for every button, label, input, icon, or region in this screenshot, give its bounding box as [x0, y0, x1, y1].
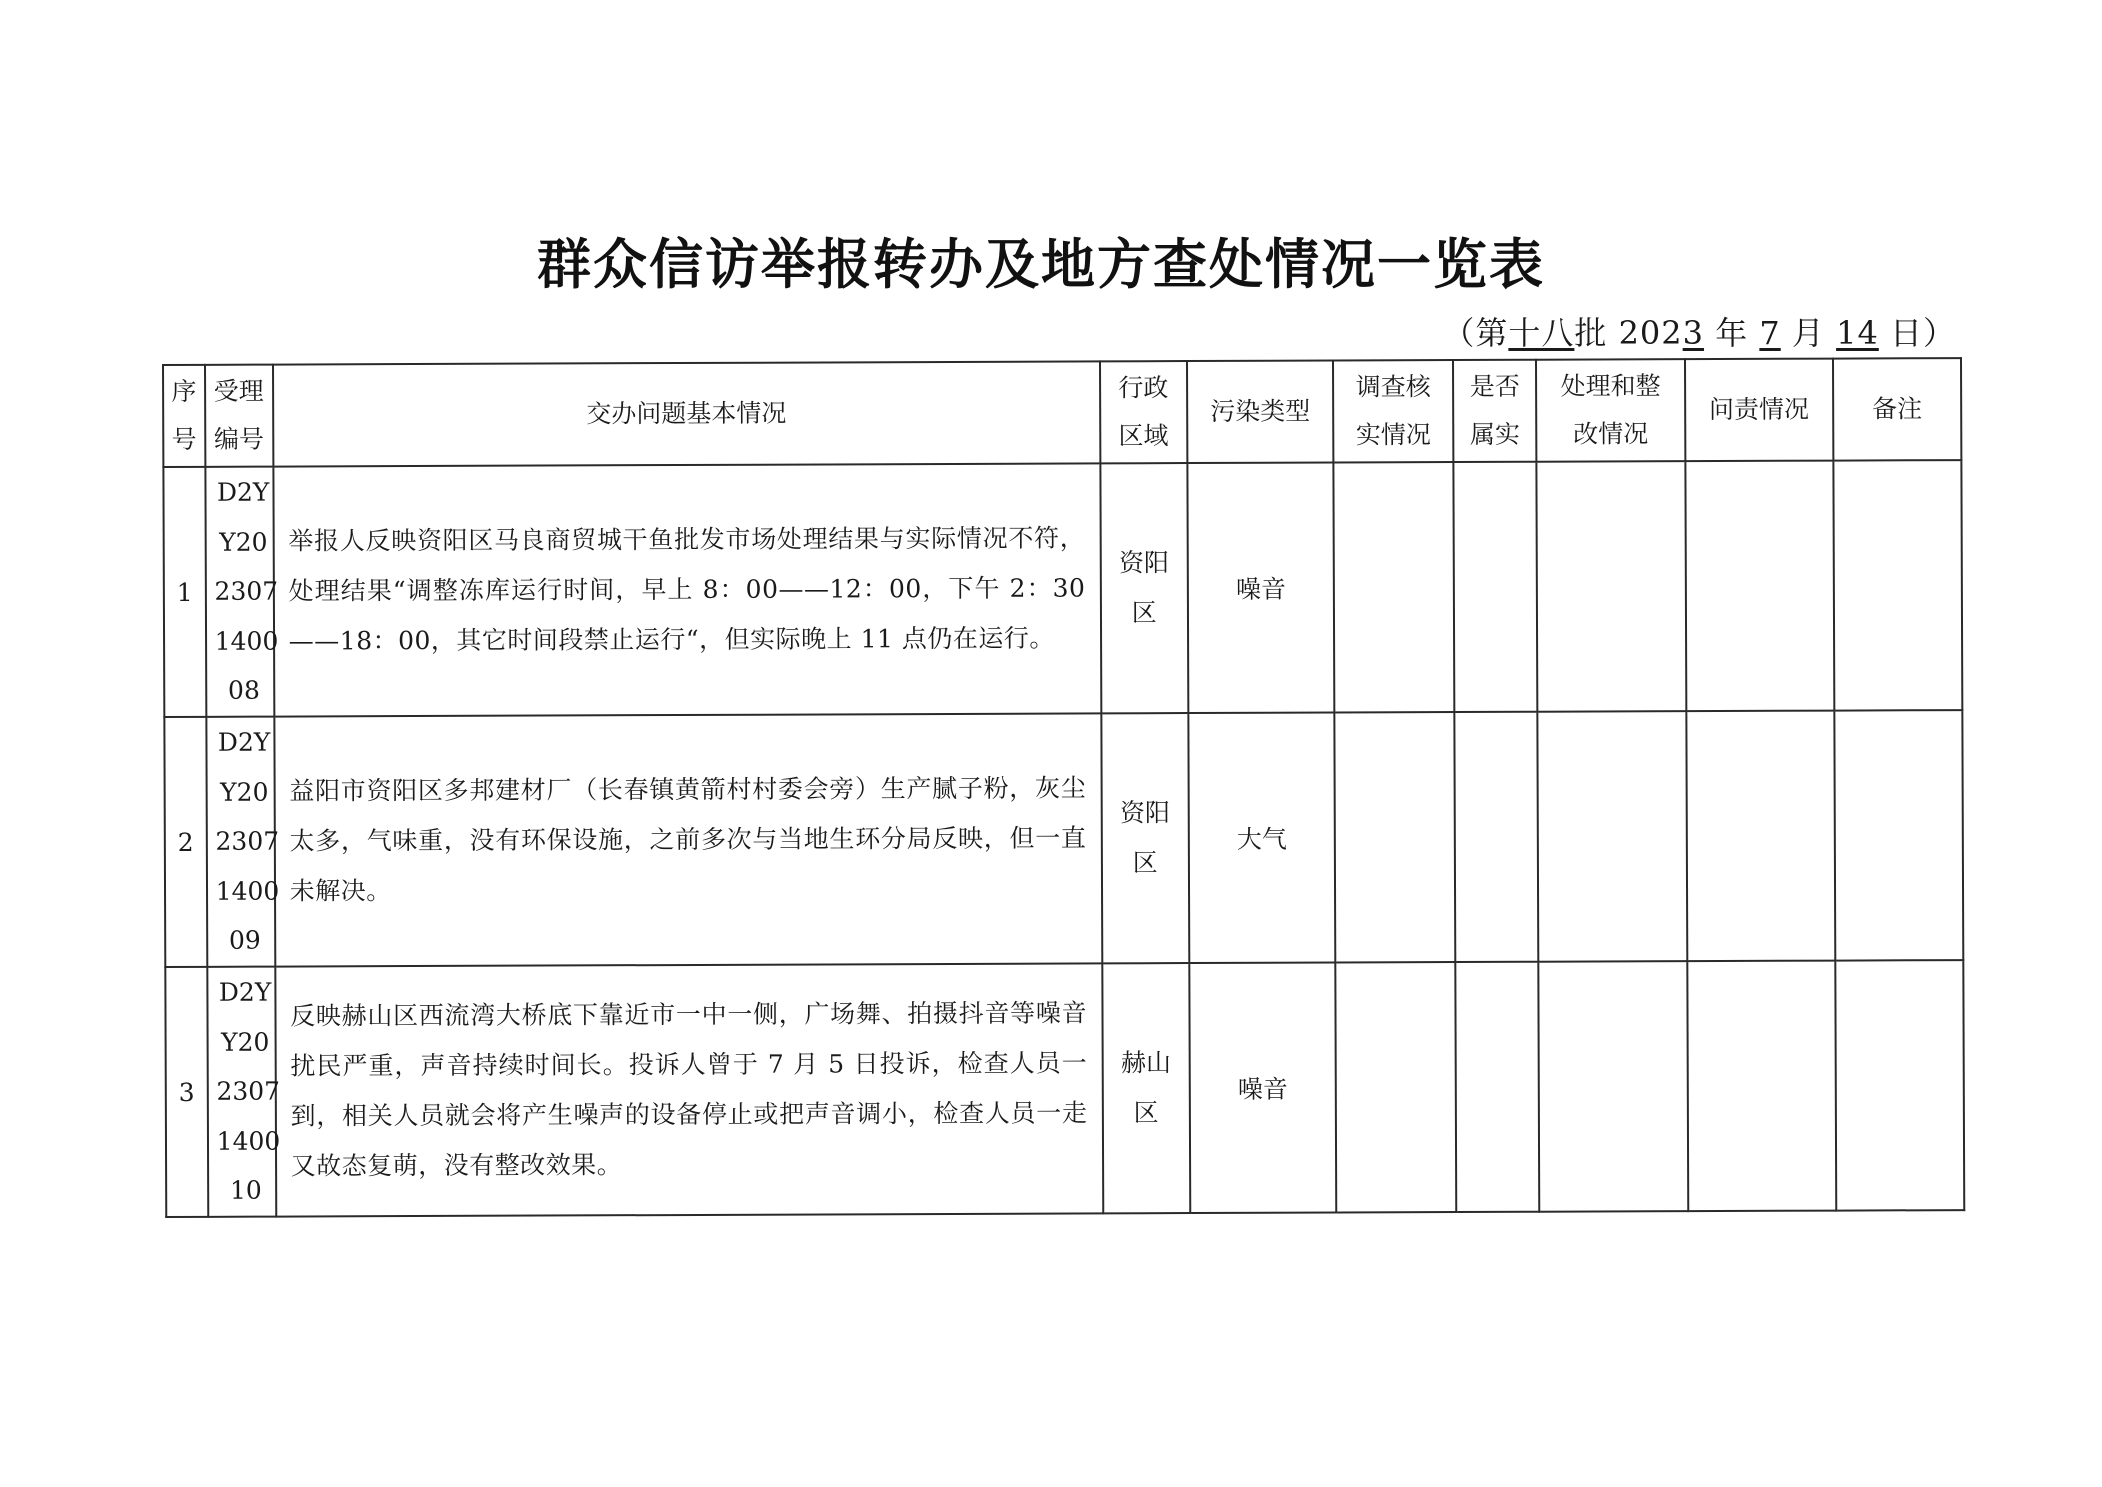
- header-seq: 序 号: [163, 365, 205, 467]
- cell-pollution-type: 噪音: [1187, 463, 1334, 714]
- batch-suffix: 日）: [1878, 314, 1956, 352]
- cell-area: 资阳 区: [1100, 463, 1188, 713]
- document-title: 群众信访举报转办及地方查处情况一览表: [537, 233, 1545, 296]
- table-row: [164, 710, 1963, 967]
- batch-day: 14: [1836, 314, 1879, 352]
- header-investigation: 调查核 实情况: [1333, 360, 1453, 462]
- header-remarks: 备注: [1833, 358, 1961, 460]
- table-header-row: [163, 358, 1961, 467]
- cell-id: D2Y Y20 2307 1400 09: [206, 717, 275, 967]
- batch-mid: 批 202: [1574, 314, 1683, 352]
- cell-handling: [1537, 461, 1686, 712]
- cell-id: D2Y Y20 2307 1400 08: [205, 467, 274, 717]
- header-description: 交办问题基本情况: [273, 361, 1100, 466]
- header-accountability: 问责情况: [1685, 359, 1834, 462]
- cell-pollution-type: 噪音: [1189, 962, 1336, 1213]
- cell-description: 反映赫山区西流湾大桥底下靠近市一中一侧，广场舞、拍摄抖音等噪音扰民严重，声音持续时间长。投诉人曾于 7 月 5 日投诉，检查人员一到，相关人员就会将产生噪声的设备停止或把声音调小，检查人员一走又故态复萌，没有整改效果。: [275, 963, 1103, 1216]
- batch-year-end: 3: [1682, 314, 1705, 352]
- cell-pollution-type: 大气: [1188, 713, 1335, 964]
- batch-prefix: （第: [1442, 314, 1509, 352]
- cell-verified: [1455, 962, 1539, 1212]
- cell-area: 赫山 区: [1102, 963, 1190, 1213]
- header-area: 行政 区域: [1100, 361, 1188, 463]
- cell-remarks: [1835, 960, 1964, 1210]
- header-verified: 是否 属实: [1453, 360, 1537, 462]
- cell-handling: [1538, 711, 1687, 962]
- cell-remarks: [1834, 710, 1963, 960]
- header-handling: 处理和整 改情况: [1536, 359, 1685, 462]
- batch-month: 7: [1759, 314, 1781, 352]
- batch-date-line: [1442, 308, 1956, 354]
- cell-verified: [1453, 462, 1537, 712]
- cell-area: 资阳 区: [1101, 713, 1189, 963]
- cell-description: 举报人反映资阳区马良商贸城干鱼批发市场处理结果与实际情况不符，处理结果“调整冻库运行时间，早上 8：00——12：00，下午 2：30——18：00，其它时间段禁止运行“，但实际晚上 11 点仍在运行。: [273, 463, 1101, 716]
- cell-seq: 1: [163, 467, 206, 717]
- cell-verified: [1454, 712, 1538, 962]
- cell-handling: [1539, 961, 1688, 1212]
- cell-investigation: [1335, 962, 1456, 1212]
- cell-description: 益阳市资阳区多邦建材厂（长春镇黄箭村村委会旁）生产腻子粉，灰尘太多，气味重，没有环保设施，之前多次与当地生环分局反映，但一直未解决。: [274, 713, 1102, 966]
- complaints-table: [162, 357, 1965, 1218]
- header-pollution-type: 污染类型: [1187, 361, 1334, 464]
- batch-number: 十八: [1508, 314, 1575, 352]
- cell-investigation: [1334, 462, 1455, 712]
- batch-year-label: 年: [1704, 314, 1760, 352]
- cell-remarks: [1833, 460, 1962, 710]
- cell-seq: 2: [164, 717, 207, 967]
- cell-accountability: [1687, 961, 1836, 1212]
- header-id: 受理 编号: [205, 365, 273, 467]
- cell-seq: 3: [165, 967, 208, 1217]
- cell-accountability: [1685, 461, 1834, 712]
- cell-accountability: [1686, 711, 1835, 962]
- table-row: [165, 960, 1964, 1217]
- cell-id: D2Y Y20 2307 1400 10: [207, 967, 276, 1217]
- cell-investigation: [1335, 712, 1456, 962]
- table-row: [163, 460, 1962, 717]
- batch-month-label: 月: [1780, 314, 1837, 352]
